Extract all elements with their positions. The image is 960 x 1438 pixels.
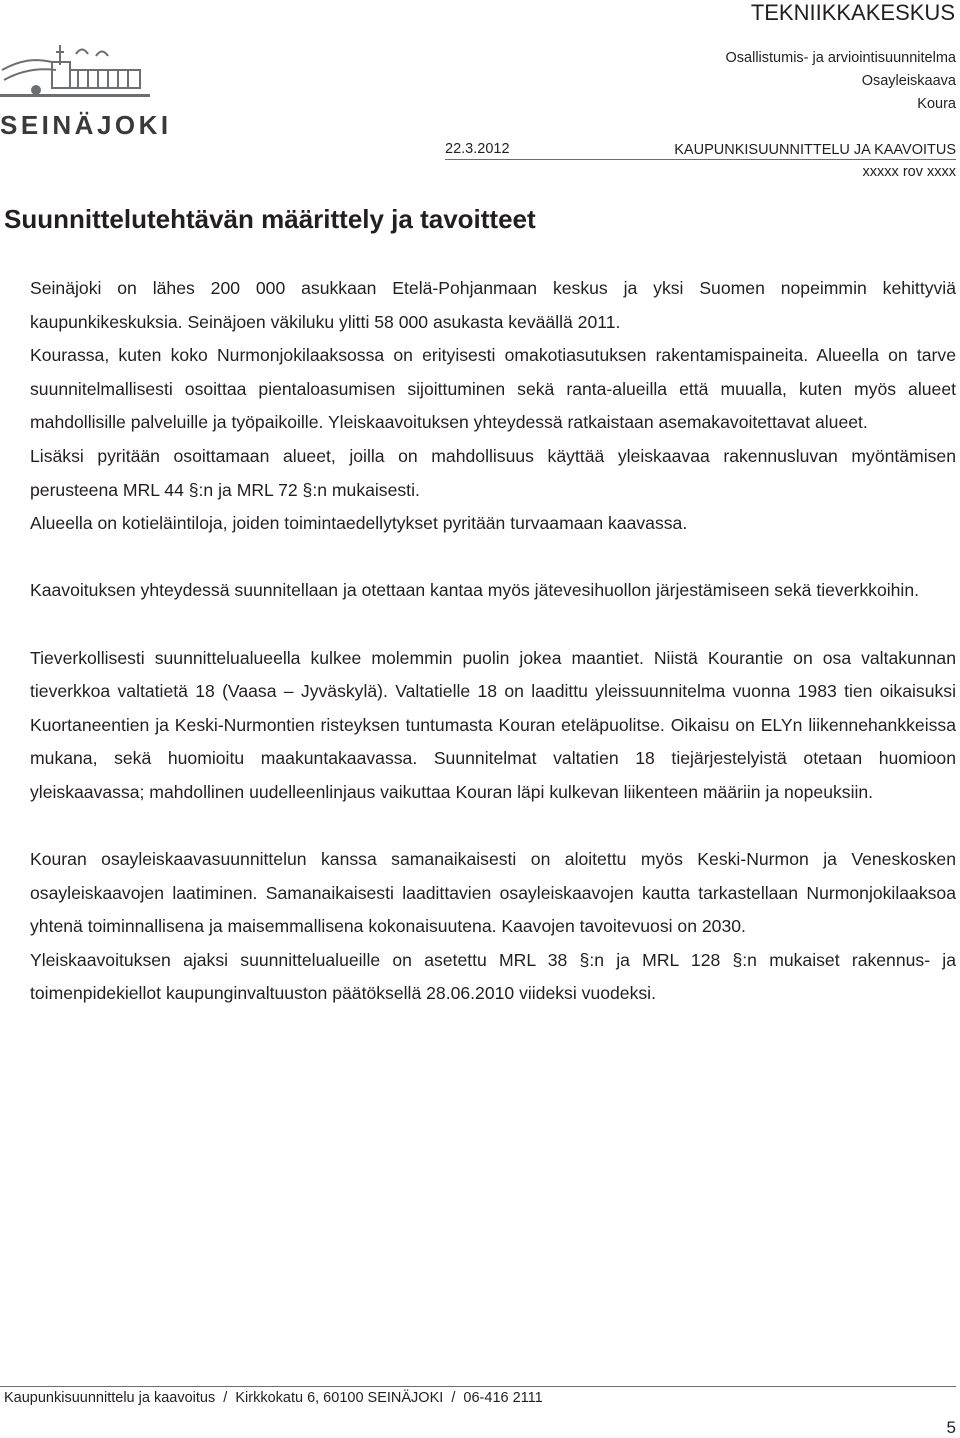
page-number: 5 (946, 1418, 956, 1437)
section-title: Suunnittelutehtävän määrittely ja tavoitteet (4, 204, 536, 234)
department-name: KAUPUNKISUUNNITTELU JA KAAVOITUS (674, 142, 956, 158)
organization-name: TEKNIIKKAKESKUS (750, 0, 955, 25)
paragraph-gap (30, 608, 956, 642)
paragraph: Alueella on kotieläintiloja, joiden toimintaedellytykset pyritään turvaamaan kaavassa. (30, 513, 688, 534)
paragraph-gap (30, 810, 956, 844)
paragraph-gap (30, 541, 956, 575)
plan-name: Osayleiskaava (861, 73, 956, 89)
paragraph: Lisäksi pyritään osoittamaan alueet, joilla on mahdollisuus käyttää yleiskaavaa rakennusluvan myöntämisen perusteena MRL 44 §:n ja MRL 72 §:n mukaisesti. (30, 445, 956, 500)
header-divider (445, 159, 956, 160)
paragraph: Kouran osayleiskaavasuunnittelun kanssa samanaikaisesti on aloitettu myös Keski-Nurmon ja Veneskosken osayleiskaavojen laatiminen. Samanaikaisesti laadittavien osayleiskaavojen kautta tarkastellaan Nurmonjokilaaksoa yhtenä toiminnallisena ja maisemmallisena kokonaisuutena. Kaavojen tavoitevuosi on 2030. (30, 849, 956, 937)
plan-type: Osallistumis- ja arviointisuunnitelma (725, 50, 956, 66)
document-date: 22.3.2012 (445, 141, 510, 157)
footer-address: Kaupunkisuunnittelu ja kaavoitus / Kirkkokatu 6, 60100 SEINÄJOKI / 06-416 2111 (4, 1390, 543, 1406)
paragraph: Seinäjoki on lähes 200 000 asukkaan Etelä-Pohjanmaan keskus ja yksi Suomen nopeimmin kehittyviä kaupunkikeskuksia. Seinäjoen väkiluku ylitti 58 000 asukasta keväällä 2011. (30, 278, 956, 332)
document-body (30, 272, 956, 1011)
paragraph: Kourassa, kuten koko Nurmonjokilaaksossa on erityisesti omakotiasutuksen rakentamispaineita. Alueella on tarve suunnitelmallisesti osoittaa pientaloasumisen sijoittuminen sekä ranta-alueilla että muualla, kuten myös alueet mahdollisille palveluille ja työpaikoille. Yleiskaavoituksen yhteydessä ratkaistaan asemakavoitettavat alueet. (30, 345, 956, 433)
author-name: xxxxx rov xxxx (862, 164, 956, 180)
paragraph: Kaavoituksen yhteydessä suunnitellaan ja otettaan kantaa myös jätevesihuollon järjestämiseen sekä tieverkkoihin. (30, 580, 920, 601)
city-logo-text: SEINÄJOKI (0, 110, 172, 140)
plan-area: Koura (917, 96, 956, 112)
footer-divider (0, 1386, 956, 1387)
paragraph: Yleiskaavoituksen ajaksi suunnittelualueille on asetettu MRL 38 §:n ja MRL 128 §:n mukaiset rakennus- ja toimenpidekiellot kaupunginvaltuuston päätöksellä 28.06.2010 viideksi vuodeksi. (30, 949, 956, 1004)
paragraph: Tieverkollisesti suunnittelualueella kulkee molemmin puolin jokea maantiet. Niistä Kourantie on osa valtakunnan tieverkkoa valtatietä 18 (Vaasa – Jyväskylä). Valtatielle 18 on laadittu yleissuunnitelma vuonna 1983 tien oikaisuksi Kuortaneentien ja Keski-Nurmontien risteyksen tuntumasta Kouran eteläpuolitse. Oikaisu on ELYn liikennehankkeissa mukana, sekä huomioitu maakuntakaavassa. Suunnitelmat valtatien 18 tiejärjestelyistä otetaan huomioon yleiskaavassa; mahdollinen uudelleenlinjaus vaikuttaa Kouran läpi kulkevan liikenteen määriin ja nopeuksiin. (30, 647, 956, 802)
